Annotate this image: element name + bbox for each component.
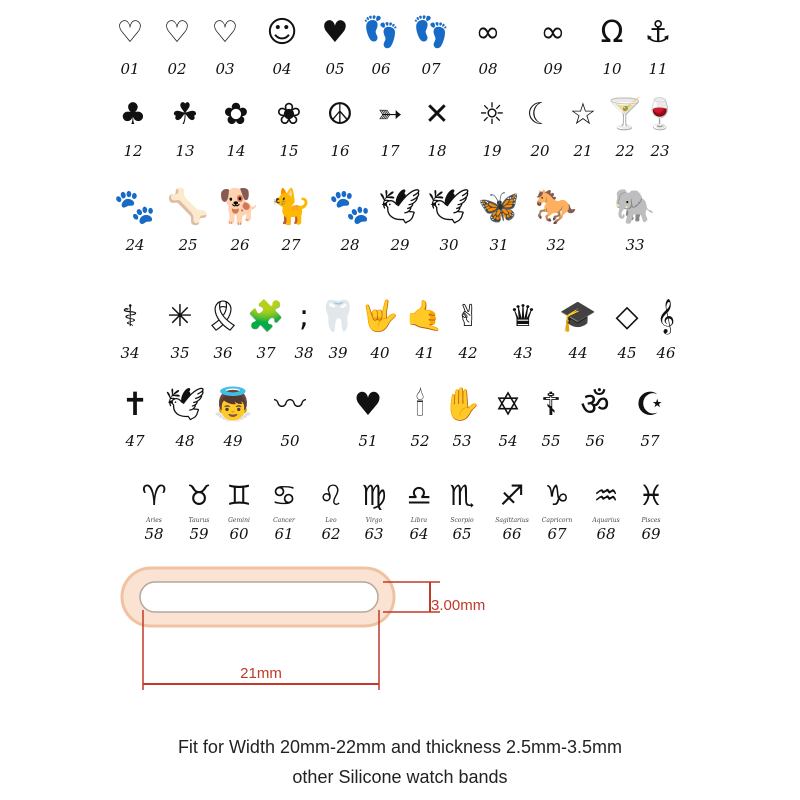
symbol-number: 11: [648, 60, 668, 78]
symbol-number: 31: [489, 236, 509, 254]
love-hand-sign-icon: 🤟: [361, 299, 399, 334]
band-inner-slot: [140, 582, 378, 612]
shaka-hand-icon: 🤙: [406, 299, 444, 334]
symbol-number: 55: [541, 432, 561, 450]
symbol-number: 66: [502, 525, 522, 543]
symbol-number: 47: [125, 432, 145, 450]
winged-heart-icon: ♥: [353, 385, 383, 423]
zodiac-name: Pisces: [641, 517, 661, 524]
tooth-icon: 🦷: [319, 299, 357, 334]
graduation-cap-icon: 🎓: [559, 299, 597, 334]
puzzle-piece-icon: 🧩: [247, 299, 285, 334]
symbol-number: 23: [650, 142, 670, 160]
symbol-item: [458, 15, 518, 78]
symbol-item: [628, 15, 688, 78]
caption-line-1: Fit for Width 20mm-22mm and thickness 2.5mm-3.5mm: [177, 737, 623, 757]
symbol-item: [621, 479, 681, 543]
leo-sign-icon: ♌: [318, 479, 344, 512]
symbol-number: 48: [175, 432, 195, 450]
symbol-item: [620, 385, 680, 450]
symbol-number: 69: [641, 525, 661, 543]
peace-hand-icon: ✌: [455, 299, 481, 334]
symbol-item: [526, 187, 586, 254]
orthodox-cross-icon: ☦: [540, 385, 562, 423]
symbol-number: 20: [530, 142, 550, 160]
zodiac-name: Capricorn: [541, 517, 573, 524]
symbol-item: [523, 15, 583, 78]
dove-flying-icon: 🕊: [427, 187, 471, 227]
zodiac-name: Virgo: [365, 517, 383, 524]
symbol-number: 05: [325, 60, 345, 78]
awareness-ribbon-icon: 🎗: [203, 299, 243, 334]
symbol-item: [105, 187, 165, 254]
capricorn-sign-icon: ♑: [544, 479, 570, 512]
band-size-diagram: [0, 560, 800, 720]
sun-icon: ☼: [478, 97, 506, 132]
symbol-number: 07: [421, 60, 441, 78]
symbol-number: 21: [573, 142, 593, 160]
heart-outline-icon: ♡: [116, 15, 144, 50]
symbol-number: 15: [279, 142, 299, 160]
zodiac-name: Sagittarius: [495, 517, 529, 524]
tree-of-life-icon: ♣: [119, 97, 147, 132]
dog-icon: 🐕: [218, 187, 262, 227]
taurus-sign-icon: ♉: [186, 479, 212, 512]
symbol-item: [407, 97, 467, 160]
symbol-number: 37: [256, 344, 276, 362]
baby-feet-icon: 👣: [362, 15, 400, 50]
elephant-icon: 🐘: [613, 187, 657, 227]
symbol-number: 43: [513, 344, 533, 362]
paw-print-icon: 🐾: [113, 187, 157, 227]
angel-dove-icon: 🕊: [164, 385, 206, 423]
symbol-number: 51: [358, 432, 378, 450]
symbol-item: [206, 97, 266, 160]
thickness-label: 3.00mm: [431, 597, 486, 614]
symbol-number: 44: [568, 344, 588, 362]
zodiac-name: Gemini: [228, 517, 250, 524]
star-and-crescent-icon: ☪: [635, 385, 665, 423]
star-of-life-icon: ✳: [167, 299, 193, 334]
symbol-number: 52: [410, 432, 430, 450]
symbol-item: [565, 385, 625, 450]
symbol-number: 33: [625, 236, 645, 254]
symbol-number: 59: [189, 525, 209, 543]
symbol-number: 67: [547, 525, 567, 543]
arrow-icon: ➳: [377, 97, 403, 132]
zodiac-name: Cancer: [273, 517, 295, 524]
symbol-number: 53: [452, 432, 472, 450]
symbol-number: 65: [452, 525, 472, 543]
crossed-arrows-icon: ✕: [424, 97, 450, 132]
symbol-number: 35: [170, 344, 190, 362]
wine-glass-icon: 🍷: [641, 97, 679, 132]
symbol-number: 17: [380, 142, 400, 160]
symbol-number: 63: [364, 525, 384, 543]
symbol-number: 16: [330, 142, 350, 160]
symbol-item: [636, 299, 696, 362]
libra-sign-icon: ♎: [406, 479, 432, 512]
symbol-number: 61: [274, 525, 294, 543]
symbol-item: [630, 97, 690, 160]
symbol-number: 24: [125, 236, 145, 254]
symbol-number: 08: [478, 60, 498, 78]
symbol-number: 64: [409, 525, 429, 543]
horseshoe-icon: Ω: [600, 15, 624, 50]
symbol-number: 03: [215, 60, 235, 78]
symbol-number: 12: [123, 142, 143, 160]
symbol-number: 68: [596, 525, 616, 543]
symbol-number: 26: [230, 236, 250, 254]
aries-sign-icon: ♈: [141, 479, 167, 512]
symbol-number: 02: [167, 60, 187, 78]
symbol-number: 56: [585, 432, 605, 450]
symbol-number: 54: [498, 432, 518, 450]
crescent-moon-icon: ☾: [526, 97, 554, 132]
symbol-item: [401, 15, 461, 78]
symbol-number: 22: [615, 142, 635, 160]
symbol-number: 45: [617, 344, 637, 362]
caption-line-2: other Silicone watch bands: [292, 767, 508, 787]
symbol-number: 25: [178, 236, 198, 254]
anchor-icon: ⚓: [644, 15, 672, 50]
aquarius-sign-icon: ♒: [593, 479, 619, 512]
symbol-number: 19: [482, 142, 502, 160]
zodiac-name: Leo: [325, 517, 337, 524]
symbol-number: 41: [415, 344, 435, 362]
star-of-david-icon: ✡: [494, 385, 522, 423]
four-leaf-clover-icon: ☘: [171, 97, 199, 132]
praying-angel-icon: 👼: [213, 385, 253, 423]
symbol-number: 38: [294, 344, 314, 362]
fit-caption: [0, 732, 800, 792]
champagne-glass-icon: 🍸: [606, 97, 644, 132]
crown-icon: ♛: [509, 299, 537, 334]
footprints-icon: 👣: [412, 15, 450, 50]
sagittarius-sign-icon: ♐: [499, 479, 525, 512]
heart-arrow-icon: ♡: [211, 15, 239, 50]
symbol-item: [605, 187, 665, 254]
smiley-face-icon: ☺: [266, 15, 298, 50]
symbol-number: 46: [656, 344, 676, 362]
om-symbol-icon: ॐ: [580, 385, 610, 423]
symbol-item: [260, 385, 320, 450]
symbol-number: 10: [602, 60, 622, 78]
symbol-item: [195, 15, 255, 78]
width-label: 21mm: [240, 665, 282, 682]
symbol-number: 13: [175, 142, 195, 160]
symbol-item: [158, 187, 218, 254]
symbol-number: 40: [370, 344, 390, 362]
symbol-item: [252, 15, 312, 78]
symbol-number: 14: [226, 142, 246, 160]
symbol-number: 49: [223, 432, 243, 450]
symbol-number: 32: [546, 236, 566, 254]
symbol-number: 62: [321, 525, 341, 543]
candle-icon: 🕯: [415, 385, 425, 423]
zodiac-name: Aquarius: [592, 517, 620, 524]
diamond-icon: ◇: [615, 299, 639, 334]
zodiac-name: Scorpio: [450, 517, 474, 524]
rod-of-asclepius-icon: ⚕: [121, 299, 139, 334]
symbol-item: [203, 385, 263, 450]
peace-sign-icon: ☮: [326, 97, 354, 132]
cross-icon: ✝: [121, 385, 149, 423]
symbol-item: [493, 299, 553, 362]
infinity-heart-icon: ∞: [540, 15, 566, 50]
symbol-item: [103, 97, 163, 160]
angel-wings-icon: 〰: [273, 385, 306, 423]
symbol-number: 06: [371, 60, 391, 78]
symbol-number: 18: [427, 142, 447, 160]
symbol-item: [438, 299, 498, 362]
dog-bone-icon: 🦴: [166, 187, 210, 227]
cat-icon: 🐈: [269, 187, 313, 227]
treble-clef-icon: 𝄞: [657, 299, 675, 334]
symbol-number: 36: [213, 344, 233, 362]
horse-icon: 🐎: [534, 187, 578, 227]
dove-icon: 🕊: [378, 187, 422, 227]
symbol-number: 01: [120, 60, 140, 78]
symbol-number: 27: [281, 236, 301, 254]
zodiac-name: Taurus: [188, 517, 210, 524]
lotus-icon: ❀: [276, 97, 302, 132]
symbol-number: 04: [272, 60, 292, 78]
symbol-number: 28: [340, 236, 360, 254]
zodiac-name: Libra: [410, 517, 428, 524]
hamsa-hand-icon: ✋: [442, 385, 482, 423]
symbol-item: [261, 187, 321, 254]
symbol-number: 34: [120, 344, 140, 362]
butterfly-icon: 🦋: [477, 187, 521, 227]
gemini-sign-icon: ♊: [226, 479, 252, 512]
symbol-number: 50: [280, 432, 300, 450]
virgo-sign-icon: ♍: [361, 479, 387, 512]
flower-icon: ✿: [223, 97, 249, 132]
mother-child-icon: ♥: [321, 15, 349, 50]
star-icon: ☆: [569, 97, 597, 132]
symbol-number: 29: [390, 236, 410, 254]
symbol-number: 42: [458, 344, 478, 362]
cancer-sign-icon: ♋: [271, 479, 297, 512]
symbol-number: 30: [439, 236, 459, 254]
symbol-number: 09: [543, 60, 563, 78]
infinity-icon: ∞: [475, 15, 501, 50]
symbol-number: 60: [229, 525, 249, 543]
symbol-number: 39: [328, 344, 348, 362]
symbol-number: 57: [640, 432, 660, 450]
paw-prints-icon: 🐾: [328, 187, 372, 227]
scorpio-sign-icon: ♏: [449, 479, 475, 512]
pisces-sign-icon: ♓: [638, 479, 664, 512]
sketch-heart-icon: ♡: [163, 15, 191, 50]
symbol-item: [469, 187, 529, 254]
symbol-item: [338, 385, 398, 450]
semicolon-icon: ;: [298, 299, 310, 334]
zodiac-name: Aries: [146, 517, 162, 524]
symbol-number: 58: [144, 525, 164, 543]
